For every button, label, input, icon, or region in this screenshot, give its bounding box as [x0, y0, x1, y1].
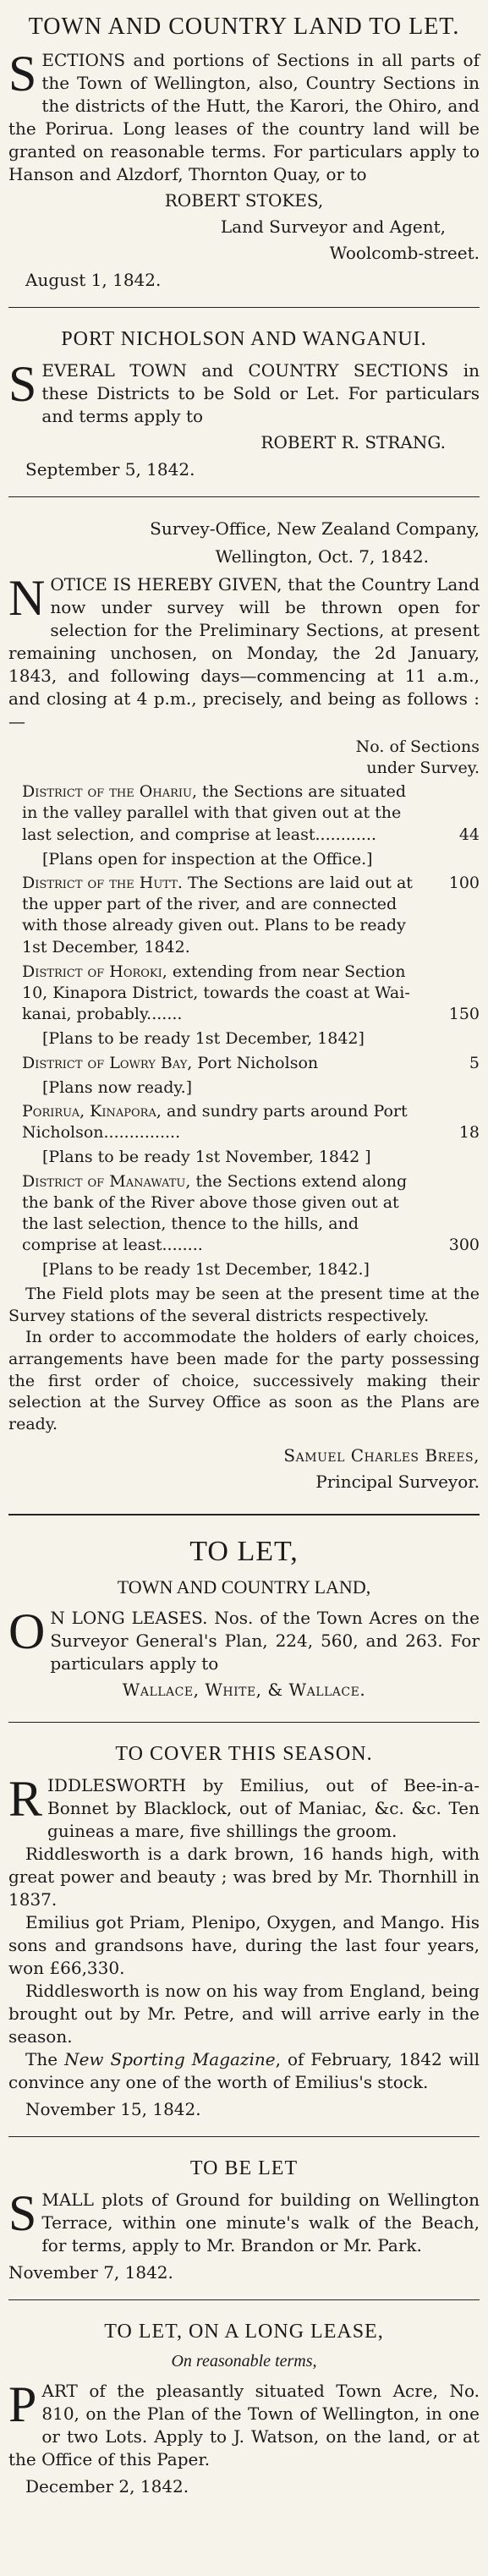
district-note: [Plans open for inspection at the Office.] — [42, 849, 373, 869]
district-desc: the Sections extend along the bank of the River above those given out at the last selection, thence to the hills, and comprise at least........ — [22, 1172, 408, 1255]
divider — [8, 307, 480, 308]
advert-subtitle: On reasonable terms, — [171, 2351, 317, 2370]
signatory-name: Samuel Charles Brees, — [283, 1444, 480, 1466]
district-name: District of the Ohariu, — [22, 782, 198, 802]
district-desc: and sundry parts around Port Nicholson............... — [22, 1102, 408, 1143]
section-count: 18 — [458, 1123, 480, 1143]
advertiser-role: Land Surveyor and Agent, — [220, 216, 446, 237]
signatory-role: Principal Surveyor. — [315, 1471, 480, 1492]
advert-to-cover-season — [8, 1729, 480, 2129]
district-name: District of the Hutt. — [22, 874, 183, 893]
district-desc: extending from near Section 10, Kinapora District, towards the coast at Wai-kanai, probably....... — [22, 962, 410, 1023]
district-row — [8, 1053, 480, 1074]
text-run: , of February, 1842 will convince any one of the worth of Emilius's stock. — [8, 2048, 480, 2092]
district-name: District of Manawatu, — [22, 1172, 191, 1192]
district-row — [8, 873, 480, 957]
advert-subtitle: TOWN AND COUNTRY LAND, — [117, 1576, 371, 1598]
office-heading: Survey-Office, New Zealand Company, — [150, 518, 480, 539]
advert-paragraph: Riddlesworth is a dark brown, 16 hands high, with great power and beauty ; was bred by Mr. Thornhill in 1837. — [8, 1843, 480, 1910]
advert-body: SECTIONS and portions of Sections in all parts of the Town of Wellington, also, Country Sections in the districts of the Hutt, the Karori, the Ohiro, and the Porirua. Long leases of the country land will be granted on reasonable terms. For particulars apply to Hanson and Alzdorf, Thornton Quay, or to — [8, 46, 480, 184]
advert-body: SMALL plots of Ground for building on Wellington Terrace, within one minute's walk of the Beach, for terms, apply to Mr. Brandon or Mr. Park. — [8, 2184, 480, 2255]
district-row — [8, 1171, 480, 1256]
magazine-title: New Sporting Magazine — [64, 2048, 276, 2069]
advert-title: PORT NICHOLSON AND WANGANUI. — [61, 328, 427, 350]
column-label-line: under Survey. — [366, 758, 480, 777]
district-desc: Port Nicholson — [197, 1053, 319, 1072]
advert-title: TO COVER THIS SEASON. — [115, 1742, 373, 1765]
advert-to-let-long-leases — [8, 1522, 480, 1715]
advert-title: TO LET, — [189, 1535, 299, 1567]
closing-paragraph: The Field plots may be seen at the present time at the Survey stations of the several districts respectively. — [8, 1285, 480, 1325]
district-row — [8, 962, 480, 1025]
district-name: Porirua, Kinapora, — [22, 1102, 162, 1121]
column-label — [8, 737, 480, 778]
advert-title: TO BE LET — [189, 2157, 299, 2179]
section-count: 100 — [448, 874, 480, 893]
advert-paragraph: Riddlesworth is now on his way from England, being brought out by Mr. Petre, and will arrive early in the season. — [8, 1980, 480, 2047]
advert-title: TOWN AND COUNTRY LAND TO LET. — [28, 14, 460, 40]
section-count: 150 — [448, 1004, 480, 1023]
advert-title: TO LET, ON A LONG LEASE, — [104, 2320, 384, 2343]
advert-to-be-let — [8, 2144, 480, 2293]
district-note: [Plans now ready.] — [42, 1077, 193, 1097]
district-name: District of Horoki, — [22, 962, 167, 981]
section-count: 300 — [448, 1236, 480, 1255]
divider — [8, 496, 480, 497]
advert-survey-office-notice — [8, 504, 480, 1507]
advert-port-nicholson — [8, 315, 480, 490]
district-row — [8, 1101, 480, 1143]
advert-date: November 7, 1842. — [8, 2261, 173, 2283]
advert-date: September 5, 1842. — [25, 459, 195, 480]
notice-body: NOTICE IS HEREBY GIVEN, that the Country Land now under survey will be thrown open for selection for the Preliminary Sections, at present remaining unchosen, on Monday, the 2d January, 1843, and following days—commencing at 11 a.m., and closing at 4 p.m., precisely, and being as follows :— — [8, 570, 480, 732]
section-count: 5 — [469, 1053, 480, 1072]
advert-paragraph: Emilius got Priam, Plenipo, Oxygen, and Mango. His sons and grandsons have, during the last four years, won £66,330. — [8, 1911, 480, 1978]
text-run: The — [25, 2048, 65, 2069]
section-count: 44 — [458, 825, 480, 844]
district-note: [Plans to be ready 1st November, 1842 ] — [42, 1148, 371, 1167]
district-desc: the Sections are situated in the valley parallel with that given out at the last selection, and comprise at least............ — [22, 782, 407, 844]
advertiser-name: ROBERT R. STRANG. — [260, 432, 446, 452]
district-note: [Plans to be ready 1st December, 1842.] — [42, 1260, 370, 1280]
closing-paragraph: In order to accommodate the holders of early choices, arrangements have been made for the party possessing the first order of choice, successively making their selection at the Survey Office as soon as the Plans are ready. — [8, 1328, 480, 1433]
advert-body: PART of the pleasantly situated Town Acre, No. 810, on the Plan of the Town of Wellington, in one or two Lots. Apply to J. Watson, on the land, or at the Office of this Paper. — [8, 2376, 480, 2469]
advert-town-country-land — [8, 0, 480, 300]
advert-date: August 1, 1842. — [25, 270, 162, 290]
district-note: [Plans to be ready 1st December, 1842] — [42, 1028, 365, 1048]
advert-body: RIDDLESWORTH by Emilius, out of Bee-in-a-Bonnet by Blacklock, out of Maniac, &c. &c. Ten guineas a mare, five shillings the groom. — [8, 1770, 480, 1841]
divider — [8, 1514, 480, 1515]
district-name: District of Lowry Bay, — [22, 1053, 193, 1072]
office-date: Wellington, Oct. 7, 1842. — [215, 546, 429, 567]
column-label-line: No. of Sections — [355, 737, 480, 756]
advert-date: December 2, 1842. — [25, 2475, 189, 2497]
advertiser-address: Woolcomb-street. — [329, 243, 480, 263]
advert-paragraph — [8, 2048, 480, 2094]
advert-long-lease — [8, 2307, 480, 2507]
advert-body: ON LONG LEASES. Nos. of the Town Acres on the Surveyor General's Plan, 224, 560, and 263. For particulars apply to — [8, 1603, 480, 1674]
advertiser-name: Wallace, White, & Wallace. — [122, 1679, 366, 1700]
divider — [8, 2299, 480, 2300]
divider — [8, 2136, 480, 2137]
advert-body: SEVERAL TOWN and COUNTRY SECTIONS in these Districts to be Sold or Let. For particulars and terms apply to — [8, 356, 480, 426]
divider — [8, 1722, 480, 1723]
district-desc: The Sections are laid out at the upper part of the river, and are connected with those already given out. Plans to be ready 1st December, 1842. — [22, 874, 413, 956]
district-row — [8, 781, 480, 845]
advert-date: November 15, 1842. — [25, 2098, 201, 2119]
advertiser-name: ROBERT STOKES, — [164, 190, 324, 211]
